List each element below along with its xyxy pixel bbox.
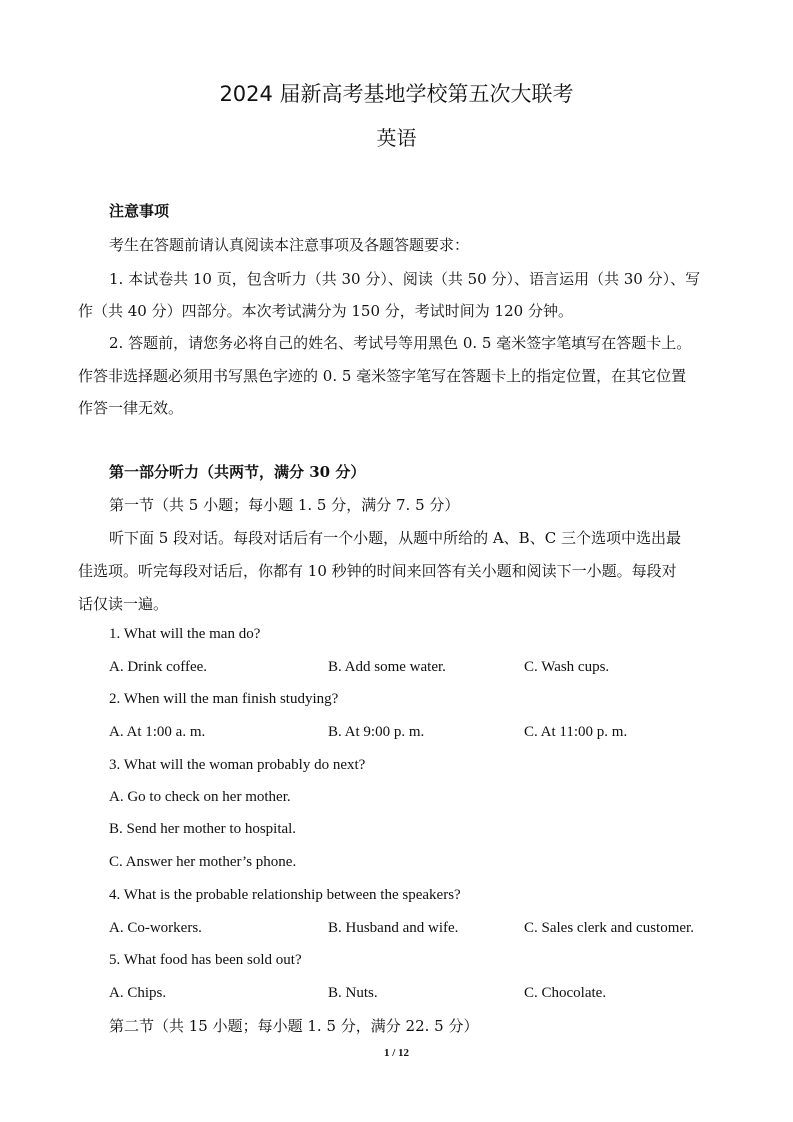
question-1-option-c: C. Wash cups. <box>524 659 610 675</box>
question-3-option-a: A. Go to check on her mother. <box>109 789 291 805</box>
page-number: 1 / 12 <box>383 1047 410 1059</box>
question-5-option-b: B. Nuts. <box>328 985 378 1001</box>
subject-title: 英语 <box>376 126 417 150</box>
part1-heading: 第一部分听力（共两节，满分 30 分） <box>109 463 366 481</box>
page-title: 2024 届新高考基地学校第五次大联考 <box>219 82 574 106</box>
notice-item2-line1: 2. 答题前，请您务必将自己的姓名、考试号等用黑色 0. 5 毫米签字笔填写在答题卡上。 <box>109 334 692 352</box>
question-4-option-c: C. Sales clerk and customer. <box>524 920 694 936</box>
section1-title: 第一节（共 5 小题；每小题 1. 5 分，满分 7. 5 分） <box>109 496 460 514</box>
notice-item1-line2: 作（共 40 分）四部分。本次考试满分为 150 分，考试时间为 120 分钟。 <box>78 302 573 320</box>
instructions-line2: 佳选项。听完每段对话后，你都有 10 秒钟的时间来回答有关小题和阅读下一小题。每段对 <box>78 562 677 580</box>
question-4-option-b: B. Husband and wife. <box>328 920 459 936</box>
notice-heading: 注意事项 <box>109 202 170 220</box>
question-4-option-a: A. Co-workers. <box>109 920 202 936</box>
question-2-stem: 2. When will the man finish studying? <box>109 691 339 707</box>
instructions-line1: 听下面 5 段对话。每段对话后有一个小题，从题中所给的 A、B、C 三个选项中选出最 <box>109 529 681 547</box>
question-2-option-a: A. At 1:00 a. m. <box>109 724 206 740</box>
question-3-option-c: C. Answer her mother’s phone. <box>109 854 297 870</box>
question-1-option-a: A. Drink coffee. <box>109 659 208 675</box>
notice-item2-line3: 作答一律无效。 <box>78 399 184 417</box>
question-1-option-b: B. Add some water. <box>328 659 446 675</box>
notice-item1-line1: 1. 本试卷共 10 页，包含听力（共 30 分）、阅读（共 50 分）、语言运用（共 30 分）、写 <box>109 270 701 288</box>
question-2-option-b: B. At 9:00 p. m. <box>328 724 425 740</box>
question-4-stem: 4. What is the probable relationship between the speakers? <box>109 887 461 903</box>
question-5-option-a: A. Chips. <box>109 985 167 1001</box>
question-1-stem: 1. What will the man do? <box>109 626 261 642</box>
instructions-line3: 话仅读一遍。 <box>78 595 169 613</box>
section2-title: 第二节（共 15 小题；每小题 1. 5 分，满分 22. 5 分） <box>109 1017 479 1035</box>
notice-intro: 考生在答题前请认真阅读本注意事项及各题答题要求： <box>109 236 470 254</box>
notice-item2-line2: 作答非选择题必须用书写黑色字迹的 0. 5 毫米签字笔写在答题卡上的指定位置，在其它位置 <box>78 367 687 385</box>
question-5-option-c: C. Chocolate. <box>524 985 607 1001</box>
question-3-option-b: B. Send her mother to hospital. <box>109 821 297 837</box>
question-3-stem: 3. What will the woman probably do next? <box>109 757 366 773</box>
question-2-option-c: C. At 11:00 p. m. <box>524 724 628 740</box>
question-5-stem: 5. What food has been sold out? <box>109 952 302 968</box>
